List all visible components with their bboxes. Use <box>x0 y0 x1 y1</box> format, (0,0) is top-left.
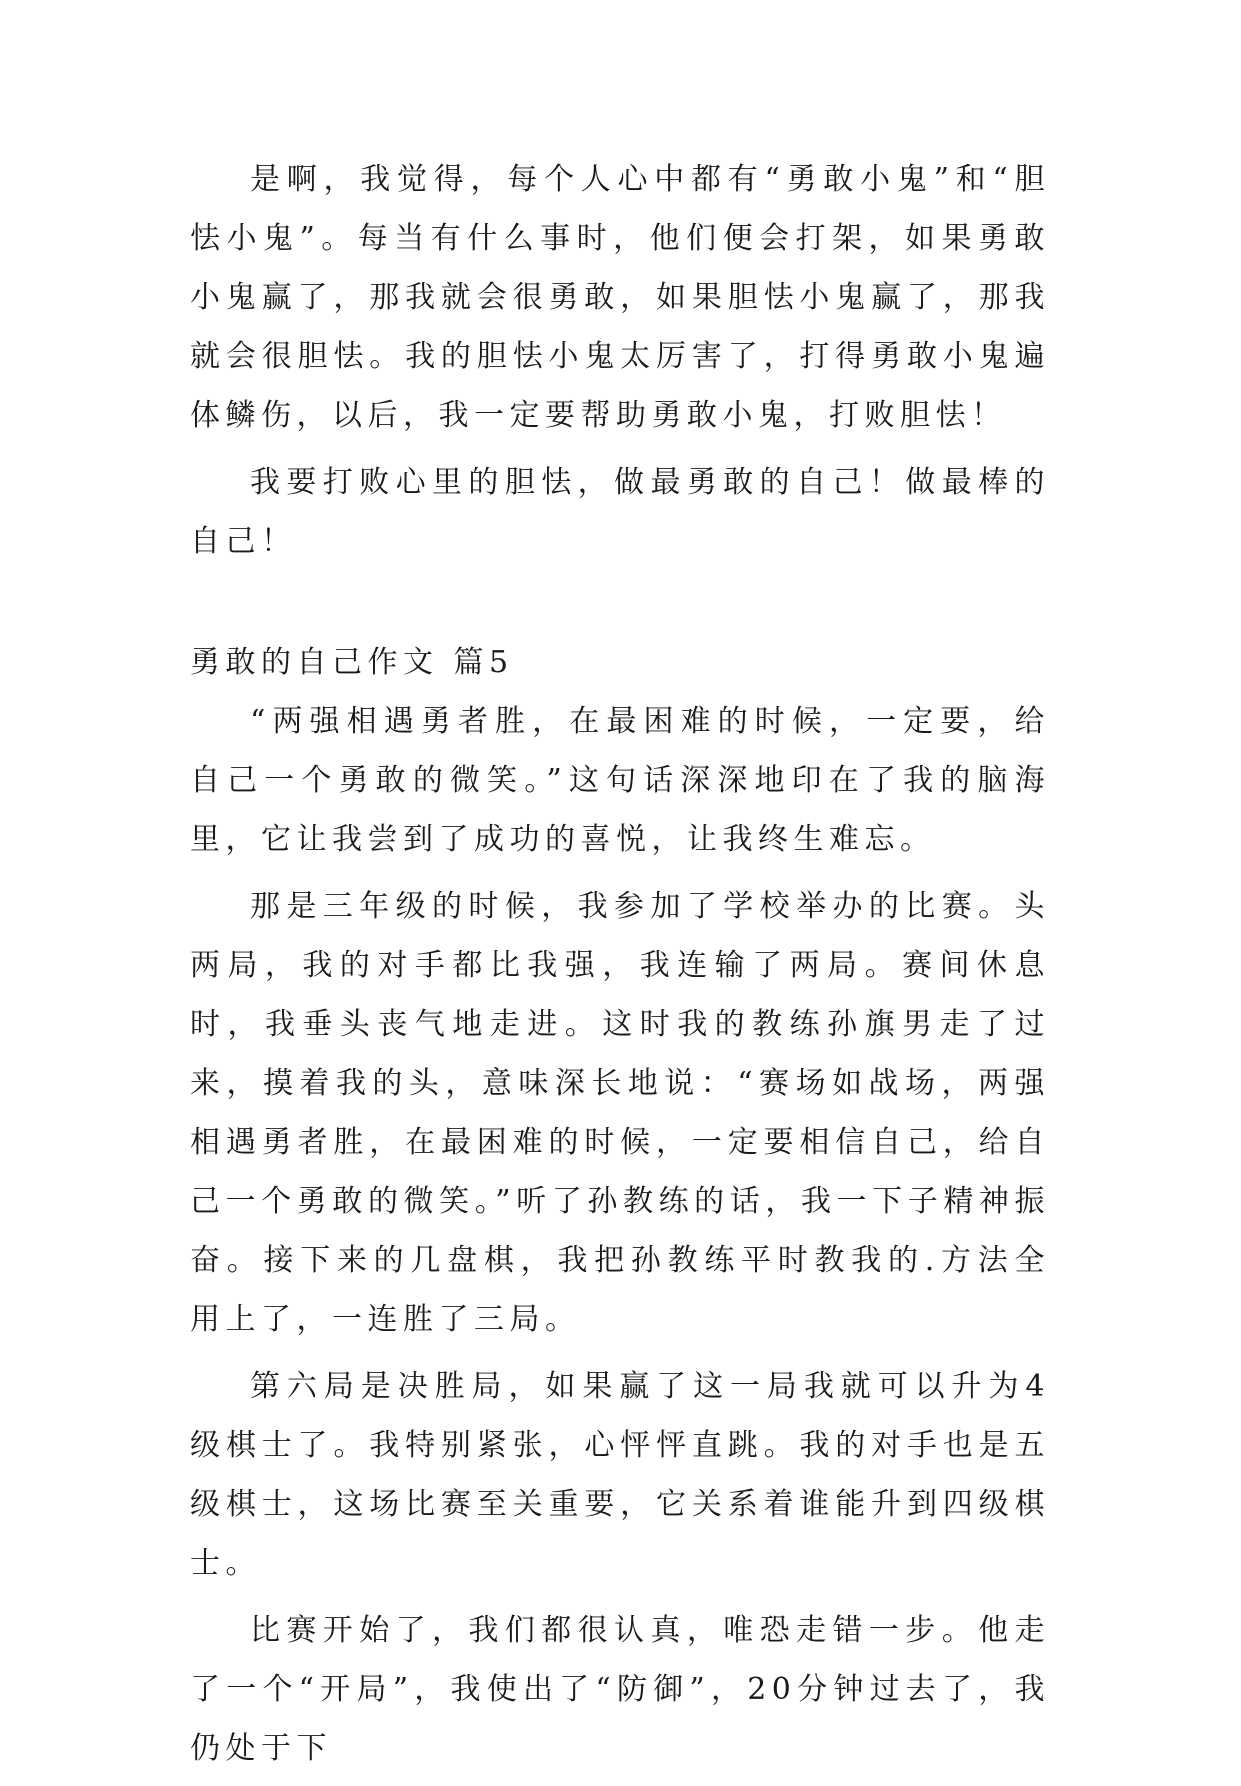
section-heading: 勇敢的自己作文 篇5 <box>190 645 514 680</box>
document-body <box>190 150 1050 1786</box>
paragraph: 是啊，我觉得，每个人心中都有“勇敢小鬼”和“胆怯小鬼”。每当有什么事时，他们便会打架，如果勇敢小鬼赢了，那我就会很勇敢，如果胆怯小鬼赢了，那我就会很胆怯。我的胆怯小鬼太厉害了，打得勇敢小鬼遍体鳞伤，以后，我一定要帮助勇敢小鬼，打败胆怯！ <box>190 162 1050 433</box>
paragraph: 我要打败心里的胆怯，做最勇敢的自己！做最棒的自己！ <box>190 465 1050 559</box>
paragraph: 比赛开始了，我们都很认真，唯恐走错一步。他走了一个“开局”，我使出了“防御”，20分钟过去了，我仍处于下 <box>190 1613 1050 1766</box>
paragraph: 那是三年级的时候，我参加了学校举办的比赛。头两局，我的对手都比我强，我连输了两局。赛间休息时，我垂头丧气地走进。这时我的教练孙旗男走了过来，摸着我的头，意味深长地说：“赛场如战场，两强相遇勇者胜，在最困难的时候，一定要相信自己，给自己一个勇敢的微笑。”听了孙教练的话，我一下子精神振奋。接下来的几盘棋，我把孙教练平时教我的.方法全用上了，一连胜了三局。 <box>190 889 1050 1337</box>
paragraph: “两强相遇勇者胜，在最困难的时候，一定要，给自己一个勇敢的微笑。”这句话深深地印在了我的脑海里，它让我尝到了成功的喜悦，让我终生难忘。 <box>190 704 1050 857</box>
paragraph: 第六局是决胜局，如果赢了这一局我就可以升为4级棋士了。我特别紧张，心怦怦直跳。我的对手也是五级棋士，这场比赛至关重要，它关系着谁能升到四级棋士。 <box>190 1369 1050 1581</box>
